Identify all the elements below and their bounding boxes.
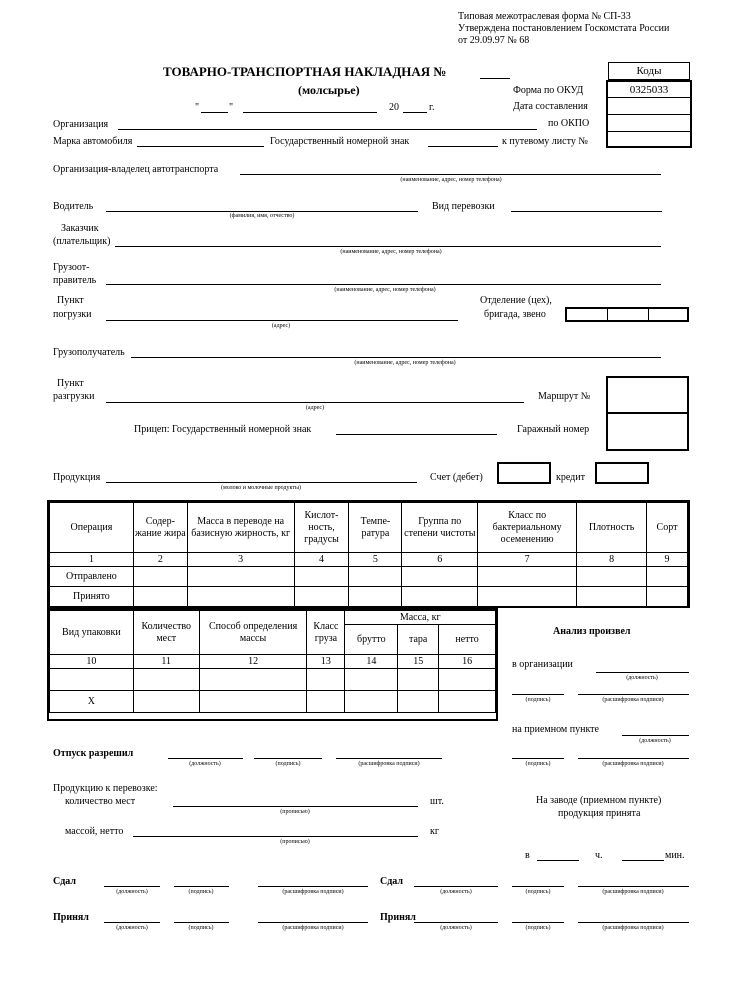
cell[interactable] [294,567,349,587]
credit-box[interactable] [595,462,649,484]
form-type-line: Типовая межотраслевая форма № СП-33 [458,11,631,22]
received-position-field[interactable] [104,922,160,923]
shipper-label-2: правитель [53,275,97,286]
transport-type-label: Вид перевозки [432,201,495,212]
header-package-text: Вид упаковки [62,626,121,638]
col-number: 6 [402,553,478,567]
load-point-field[interactable] [106,320,458,321]
consignee-label: Грузополучатель [53,347,125,358]
okud-label: Форма по ОКУД [513,85,584,96]
cell[interactable] [478,587,577,607]
waybill-label: к путевому листу № [502,136,588,147]
received-label-left: Принял [53,912,89,923]
analysis-title: Анализ произвел [553,626,631,637]
header-gross: брутто [345,625,398,655]
release-signature-field[interactable] [254,758,322,759]
col-number: 5 [349,553,402,567]
date-quote-open: " [195,102,200,113]
route-garage-divider [606,412,689,414]
garage-label: Гаражный номер [517,424,590,435]
pcs-label: шт. [430,796,444,807]
cell[interactable] [349,587,402,607]
date-label: Дата составления [513,101,588,112]
customer-label-2: (плательщик) [53,236,111,247]
header-class-text: Класс груза [313,620,339,644]
shipper-hint: (наименование, адрес, номер телефона) [334,287,436,293]
debit-label: Счет (дебет) [430,472,483,483]
unload-point-label-2: разгрузки [53,391,95,402]
shipper-field[interactable] [106,284,661,285]
codes-divider [608,114,690,115]
unload-point-label: Пункт [57,378,84,389]
codes-divider [608,97,690,98]
decode-hint: (расшифровка подписи) [602,889,664,895]
analysis-org-position-field[interactable] [596,672,689,673]
mass-field[interactable] [133,836,418,837]
cell[interactable] [439,691,496,713]
factory-label-2: продукция принята [558,808,641,819]
header-bacteria: Класс по бактериальному осеменению [478,503,577,553]
factory-label: На заводе (приемном пункте) [536,795,662,806]
in-words-hint: (прописью) [280,809,310,815]
position-hint: (должность) [116,889,148,895]
received-position-field-right[interactable] [414,922,498,923]
customer-hint: (наименование, адрес, номер телефона) [340,249,442,255]
col-number: 3 [187,553,294,567]
cell[interactable] [187,567,294,587]
cell[interactable] [647,587,688,607]
owner-label: Организация-владелец автотранспорта [53,164,219,175]
car-brand-label: Марка автомобиля [53,136,133,147]
credit-label: кредит [556,472,585,483]
analysis-point-label: на приемном пункте [512,724,599,735]
col-number: 1 [50,553,134,567]
received-label-right: Принял [380,912,416,923]
col-number: 7 [478,553,577,567]
header-places [133,611,199,655]
codes-header-box [608,62,690,80]
col-number: 13 [307,655,345,669]
department-divider [607,307,608,322]
kg-label: кг [430,826,439,837]
cell[interactable] [349,567,402,587]
hours-field[interactable] [537,860,579,861]
year-suffix: г. [429,102,435,113]
route-label: Маршрут № [538,391,591,402]
analysis-org-signature-field[interactable] [512,694,564,695]
driver-hint: (фамилия, имя, отчество) [229,213,295,219]
header-grade: Сорт [647,503,688,553]
cell[interactable] [577,587,647,607]
header-method-text: Способ определения массы [208,620,298,644]
x-mark: X [50,691,134,713]
driver-label: Водитель [53,201,94,212]
cell[interactable] [478,567,577,587]
department-label: Отделение (цех), [480,295,552,306]
hours-label: ч. [595,850,603,861]
signature-hint: (подпись) [525,697,551,703]
day-field[interactable] [201,112,228,113]
handed-decode-field[interactable] [258,886,368,887]
cell[interactable] [398,669,439,691]
cell[interactable] [50,669,134,691]
position-hint: (должность) [626,675,658,681]
handed-decode-field-right[interactable] [578,886,689,887]
unload-point-hint: (адрес) [305,405,325,411]
codes-divider [608,131,690,132]
cell[interactable] [199,691,307,713]
header-class [307,611,345,655]
header-net: нетто [439,625,496,655]
table-row [50,567,688,587]
analysis-org-label: в организации [512,659,573,670]
trailer-plate-field[interactable] [336,434,497,435]
received-signature-field[interactable] [174,922,229,923]
cell[interactable] [647,567,688,587]
row-label-sent: Отправлено [50,567,134,587]
analysis-point-position-field[interactable] [622,735,689,736]
header-acidity: Кислот-ность, градусы [294,503,349,553]
packaging-table [49,610,496,713]
decode-hint: (расшифровка подписи) [602,925,664,931]
received-signature-field-right[interactable] [512,922,564,923]
unload-point-field[interactable] [106,402,524,403]
department-divider [648,307,649,322]
debit-box[interactable] [497,462,551,484]
handed-position-field-right[interactable] [414,886,498,887]
shipper-label: Грузоот- [53,262,90,273]
handed-signature-field[interactable] [174,886,229,887]
department-code-box[interactable] [565,307,689,322]
header-temperature: Темпе-ратура [349,503,402,553]
signature-hint: (подпись) [525,925,551,931]
cell[interactable] [187,587,294,607]
header-places-text: Количество мест [141,620,192,644]
release-position-field[interactable] [168,758,243,759]
handed-label-right: Сдал [380,876,403,887]
codes-heading: Коды [636,65,662,77]
cell[interactable] [307,691,345,713]
load-point-label: Пункт [57,295,84,306]
col-number: 8 [577,553,647,567]
consignee-field[interactable] [131,357,661,358]
at-label: в [525,850,530,861]
position-hint: (должность) [639,738,671,744]
product-field[interactable] [106,482,417,483]
minutes-label: мин. [665,850,685,861]
page-subtitle: (молсырье) [298,83,360,97]
header-fat: Содер-жание жира [133,503,187,553]
handed-position-field[interactable] [104,886,160,887]
analysis-org-decode-field[interactable] [578,694,689,695]
col-number: 2 [133,553,187,567]
header-tare: тара [398,625,439,655]
col-number: 14 [345,655,398,669]
transport-type-field[interactable] [511,211,662,212]
header-mass: Масса, кг [345,611,496,625]
mass-label: массой, нетто [65,826,124,837]
cell[interactable] [199,669,307,691]
header-mass-base: Масса в переводе на базисную жирность, кг [187,503,294,553]
date-quote-close: " [229,102,234,113]
owner-field[interactable] [240,174,661,175]
signature-hint: (подпись) [525,761,551,767]
table-row [50,691,496,713]
year-field[interactable] [403,112,427,113]
product-label: Продукция [53,472,101,483]
year-prefix: 20 [389,102,399,113]
header-package [50,611,134,655]
customer-label: Заказчик [61,223,99,234]
cell[interactable] [439,669,496,691]
cell[interactable] [577,567,647,587]
col-number: 10 [50,655,134,669]
header-method [199,611,307,655]
handed-label-left: Сдал [53,876,76,887]
consignee-hint: (наименование, адрес, номер телефона) [354,360,456,366]
table-row [50,587,688,607]
waybill-number-field[interactable] [480,78,510,79]
places-field[interactable] [173,806,418,807]
organization-field[interactable] [118,129,537,130]
release-label: Отпуск разрешил [53,748,134,759]
accept-header: Продукцию к перевозке: [53,783,158,794]
analysis-point-signature-field[interactable] [512,758,564,759]
cell[interactable] [133,669,199,691]
approval-line: Утверждена постановлением Госкомстата России [458,23,670,34]
cell[interactable] [307,669,345,691]
analysis-point-decode-field[interactable] [578,758,689,759]
load-point-label-2: погрузки [53,309,92,320]
col-number: 15 [398,655,439,669]
release-decode-field[interactable] [336,758,442,759]
cell[interactable] [294,587,349,607]
row-label-received: Принято [50,587,134,607]
position-hint: (должность) [440,925,472,931]
decode-hint: (расшифровка подписи) [358,761,420,767]
header-density: Плотность [577,503,647,553]
department-label-2: бригада, звено [484,309,546,320]
decode-hint: (расшифровка подписи) [602,697,664,703]
col-number: 4 [294,553,349,567]
position-hint: (должность) [189,761,221,767]
table-row [50,669,496,691]
handed-signature-field-right[interactable] [512,886,564,887]
product-hint: (молоко и молочные продукты) [220,485,302,491]
places-label: количество мест [65,796,136,807]
decode-hint: (расшифровка подписи) [602,761,664,767]
header-operation: Операция [50,503,134,553]
cell[interactable] [345,691,398,713]
trailer-label: Прицеп: Государственный номерной знак [134,424,312,435]
cell[interactable] [398,691,439,713]
load-point-hint: (адрес) [271,323,291,329]
signature-hint: (подпись) [275,761,301,767]
car-brand-field[interactable] [137,146,264,147]
col-number: 11 [133,655,199,669]
position-hint: (должность) [440,889,472,895]
driver-field[interactable] [106,211,418,212]
col-number: 16 [439,655,496,669]
cell[interactable] [345,669,398,691]
quality-table [49,502,688,607]
plate-label: Государственный номерной знак [270,136,410,147]
minutes-field[interactable] [622,860,664,861]
signature-hint: (подпись) [188,889,214,895]
position-hint: (должность) [116,925,148,931]
cell[interactable] [133,567,187,587]
page-title: ТОВАРНО-ТРАНСПОРТНАЯ НАКЛАДНАЯ № [163,64,447,79]
signature-hint: (подпись) [525,889,551,895]
cell[interactable] [402,587,478,607]
signature-hint: (подпись) [188,925,214,931]
col-number: 9 [647,553,688,567]
okud-code: 0325033 [629,84,669,96]
header-purity: Группа по степени чистоты [402,503,478,553]
customer-field[interactable] [115,246,661,247]
received-decode-field[interactable] [258,922,368,923]
approval-date-line: от 29.09.97 № 68 [458,35,530,46]
organization-label: Организация [53,119,109,130]
in-words-hint: (прописью) [280,839,310,845]
cell[interactable] [133,691,199,713]
col-number: 12 [199,655,307,669]
decode-hint: (расшифровка подписи) [282,889,344,895]
owner-hint: (наименование, адрес, номер телефона) [400,177,502,183]
received-decode-field-right[interactable] [578,922,689,923]
cell[interactable] [133,587,187,607]
plate-field[interactable] [428,146,498,147]
cell[interactable] [402,567,478,587]
decode-hint: (расшифровка подписи) [282,925,344,931]
month-field[interactable] [243,112,377,113]
okpo-label: по ОКПО [548,118,590,129]
